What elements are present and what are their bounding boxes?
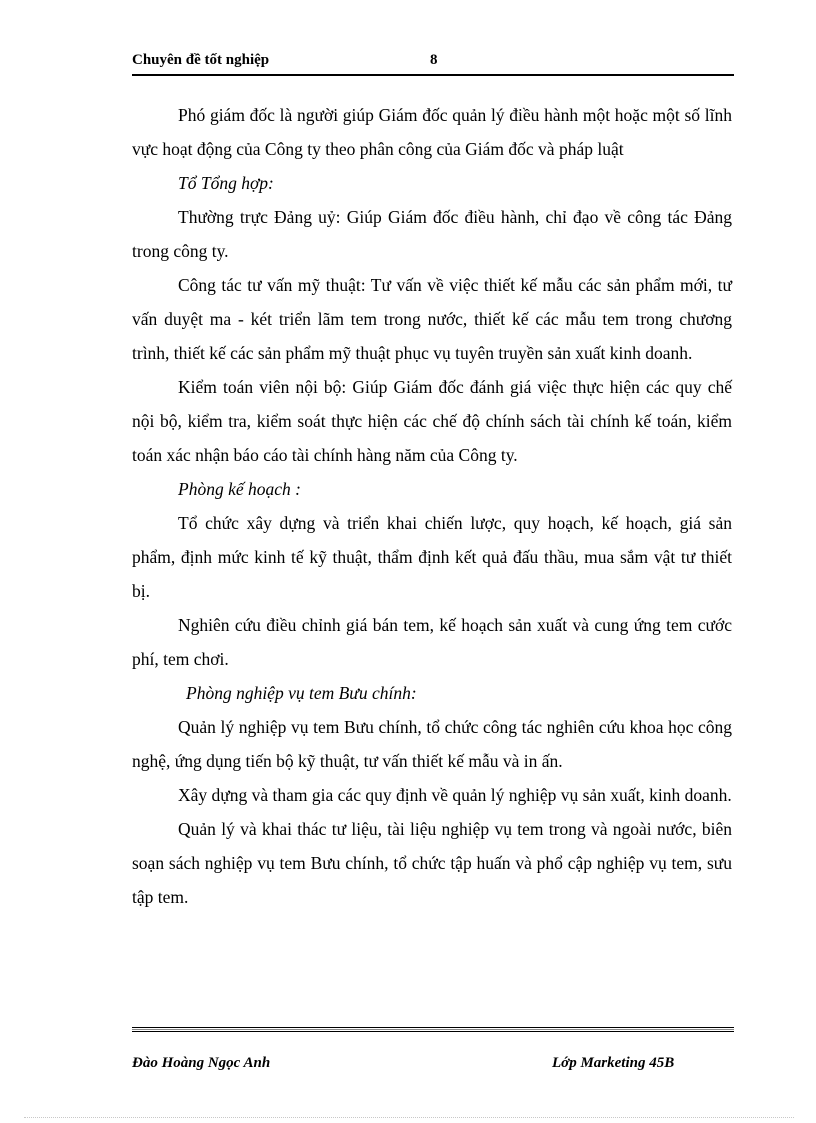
document-body: [132, 98, 732, 914]
page-header: [132, 52, 734, 76]
paragraph: Quản lý nghiệp vụ tem Bưu chính, tổ chức công tác nghiên cứu khoa học công nghệ, ứng dụng tiến bộ kỹ thuật, tư vấn thiết kế mẫu và in ấn.: [132, 717, 732, 771]
header-rule: [132, 74, 734, 76]
paragraph: Quản lý và khai thác tư liệu, tài liệu nghiệp vụ tem trong và ngoài nước, biên soạn sách nghiệp vụ tem Bưu chính, tổ chức tập huấn và phổ cập nghiệp vụ tem, sưu tập tem.: [132, 819, 732, 907]
paragraph: Phó giám đốc là người giúp Giám đốc quản lý điều hành một hoặc một số lĩnh vực hoạt động của Công ty theo phân công của Giám đốc và pháp luật: [132, 105, 732, 159]
paragraph: Thường trực Đảng uỷ: Giúp Giám đốc điều hành, chỉ đạo về công tác Đảng trong công ty.: [132, 207, 732, 261]
section-heading: Phòng kế hoạch :: [178, 479, 301, 499]
page-edge-dotted-line: [24, 1117, 794, 1118]
header-title: Chuyên đề tốt nghiệp: [132, 52, 270, 68]
footer-class: Lớp Marketing 45B: [552, 1055, 675, 1071]
paragraph: Công tác tư vấn mỹ thuật: Tư vấn về việc thiết kế mẫu các sản phẩm mới, tư vấn duyệt ma - két triển lãm tem trong nước, thiết kế các mẫu tem trong chương trình, thiết kế các sản phẩm mỹ thuật phục vụ tuyên truyền sản xuất kinh doanh.: [132, 275, 732, 363]
paragraph: Tổ chức xây dựng và triển khai chiến lược, quy hoạch, kế hoạch, giá sản phẩm, định mức kinh tế kỹ thuật, thẩm định kết quả đấu thầu, mua sắm vật tư thiết bị.: [132, 513, 732, 601]
paragraph: Kiểm toán viên nội bộ: Giúp Giám đốc đánh giá việc thực hiện các quy chế nội bộ, kiểm tra, kiểm soát thực hiện các chế độ chính sách tài chính kế toán, kiểm toán xác nhận báo cáo tài chính hàng năm của Công ty.: [132, 377, 732, 465]
footer-rule: [132, 1027, 734, 1032]
page-number: 8: [430, 52, 438, 68]
footer-author: Đào Hoàng Ngọc Anh: [132, 1055, 271, 1071]
section-heading: Tổ Tổng hợp:: [178, 173, 274, 193]
paragraph: Nghiên cứu điều chỉnh giá bán tem, kế hoạch sản xuất và cung ứng tem cước phí, tem chơi.: [132, 615, 732, 669]
paragraph: Xây dựng và tham gia các quy định về quản lý nghiệp vụ sản xuất, kinh doanh.: [178, 785, 732, 805]
section-heading: Phòng nghiệp vụ tem Bưu chính:: [186, 683, 417, 703]
